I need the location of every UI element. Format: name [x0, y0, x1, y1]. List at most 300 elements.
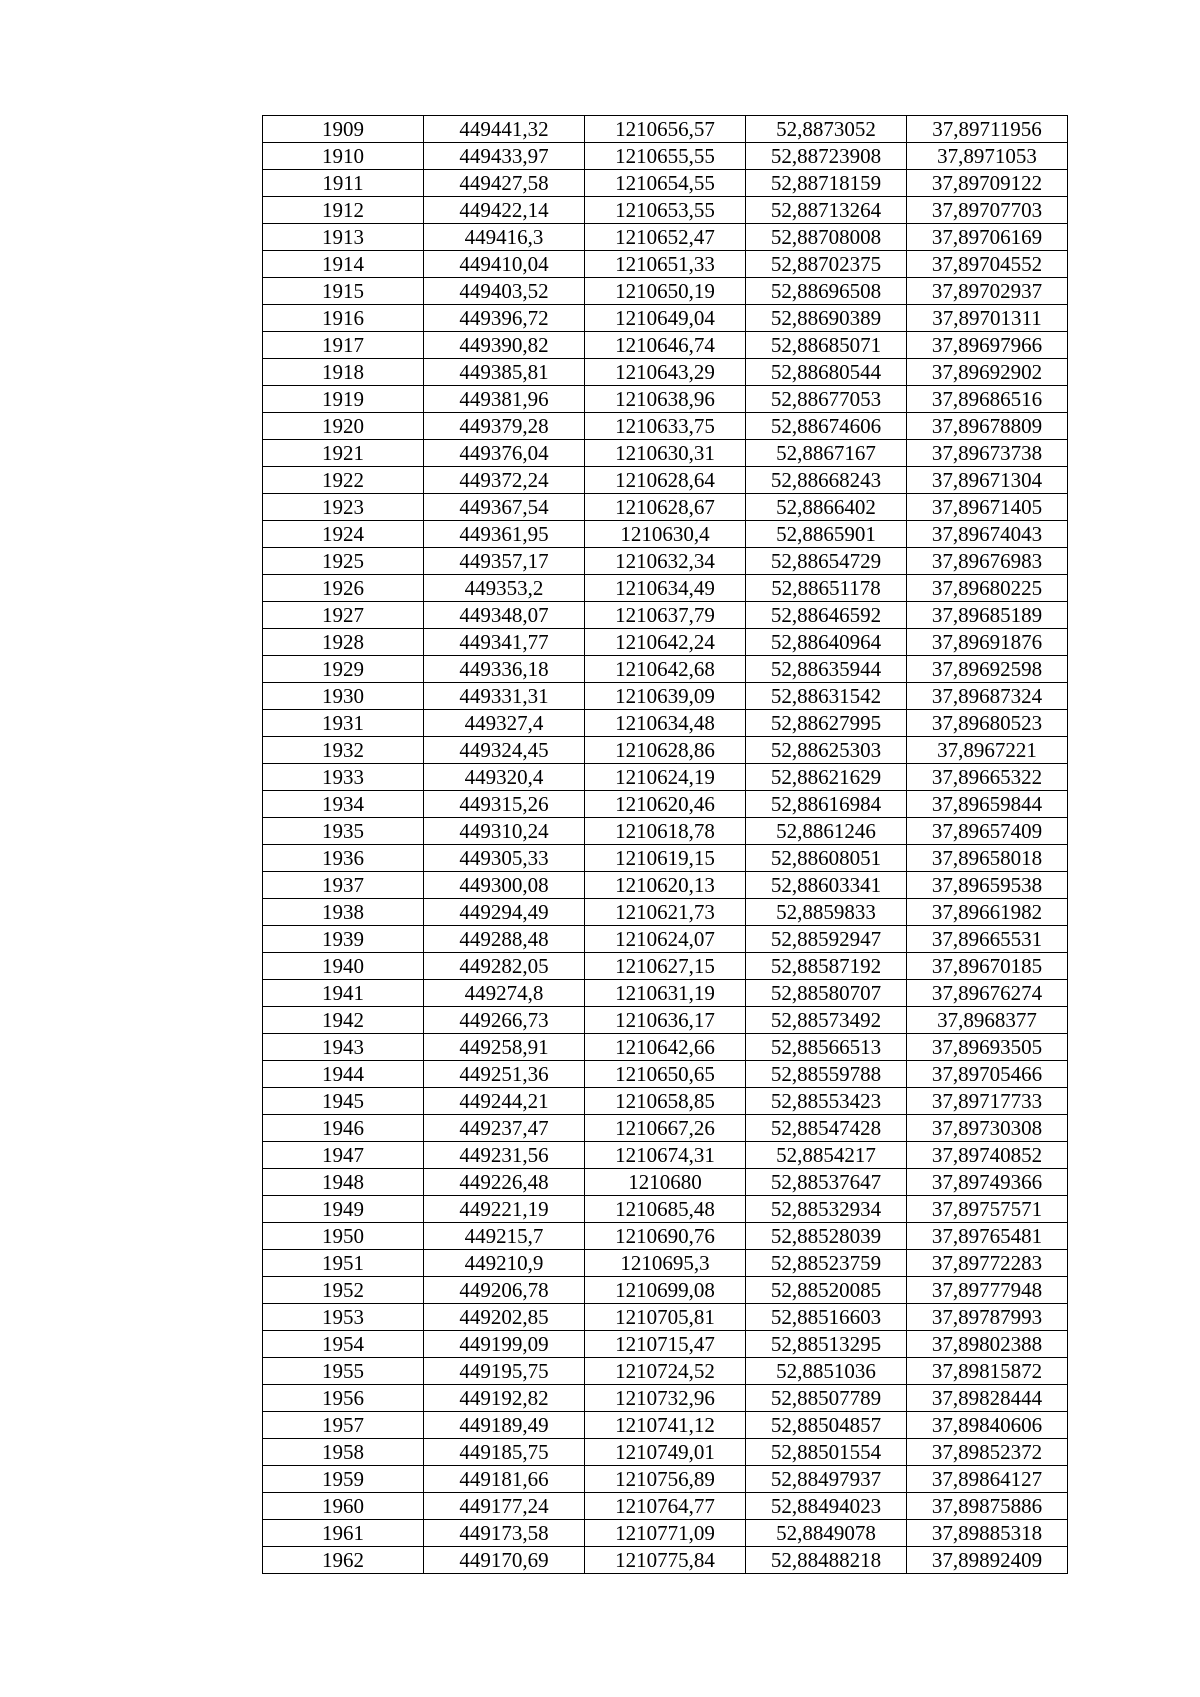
longitude-cell: 37,89665322 [907, 764, 1068, 791]
longitude-cell: 37,8967221 [907, 737, 1068, 764]
y-coordinate-cell: 1210636,17 [585, 1007, 746, 1034]
point-number-cell: 1934 [263, 791, 424, 818]
x-coordinate-cell: 449202,85 [424, 1304, 585, 1331]
latitude-cell: 52,88537647 [746, 1169, 907, 1196]
y-coordinate-cell: 1210690,76 [585, 1223, 746, 1250]
y-coordinate-cell: 1210634,48 [585, 710, 746, 737]
latitude-cell: 52,88507789 [746, 1385, 907, 1412]
y-coordinate-cell: 1210756,89 [585, 1466, 746, 1493]
longitude-cell: 37,89687324 [907, 683, 1068, 710]
x-coordinate-cell: 449403,52 [424, 278, 585, 305]
point-number-cell: 1918 [263, 359, 424, 386]
longitude-cell: 37,89661982 [907, 899, 1068, 926]
point-number-cell: 1944 [263, 1061, 424, 1088]
latitude-cell: 52,88504857 [746, 1412, 907, 1439]
x-coordinate-cell: 449274,8 [424, 980, 585, 1007]
longitude-cell: 37,89701311 [907, 305, 1068, 332]
latitude-cell: 52,88520085 [746, 1277, 907, 1304]
y-coordinate-cell: 1210646,74 [585, 332, 746, 359]
x-coordinate-cell: 449348,07 [424, 602, 585, 629]
longitude-cell: 37,89706169 [907, 224, 1068, 251]
longitude-cell: 37,89674043 [907, 521, 1068, 548]
longitude-cell: 37,89757571 [907, 1196, 1068, 1223]
point-number-cell: 1937 [263, 872, 424, 899]
x-coordinate-cell: 449221,19 [424, 1196, 585, 1223]
x-coordinate-cell: 449215,7 [424, 1223, 585, 1250]
y-coordinate-cell: 1210749,01 [585, 1439, 746, 1466]
y-coordinate-cell: 1210642,24 [585, 629, 746, 656]
table-row [263, 521, 1068, 548]
point-number-cell: 1928 [263, 629, 424, 656]
table-row [263, 1196, 1068, 1223]
latitude-cell: 52,88677053 [746, 386, 907, 413]
latitude-cell: 52,88501554 [746, 1439, 907, 1466]
table-row [263, 1385, 1068, 1412]
point-number-cell: 1962 [263, 1547, 424, 1574]
point-number-cell: 1910 [263, 143, 424, 170]
longitude-cell: 37,8968377 [907, 1007, 1068, 1034]
latitude-cell: 52,8849078 [746, 1520, 907, 1547]
longitude-cell: 37,89885318 [907, 1520, 1068, 1547]
point-number-cell: 1915 [263, 278, 424, 305]
x-coordinate-cell: 449226,48 [424, 1169, 585, 1196]
point-number-cell: 1922 [263, 467, 424, 494]
latitude-cell: 52,88625303 [746, 737, 907, 764]
y-coordinate-cell: 1210634,49 [585, 575, 746, 602]
longitude-cell: 37,89692902 [907, 359, 1068, 386]
y-coordinate-cell: 1210654,55 [585, 170, 746, 197]
table-row [263, 1304, 1068, 1331]
coordinate-table-body [263, 116, 1068, 1574]
x-coordinate-cell: 449244,21 [424, 1088, 585, 1115]
latitude-cell: 52,88566513 [746, 1034, 907, 1061]
x-coordinate-cell: 449251,36 [424, 1061, 585, 1088]
latitude-cell: 52,88616984 [746, 791, 907, 818]
point-number-cell: 1917 [263, 332, 424, 359]
latitude-cell: 52,88627995 [746, 710, 907, 737]
x-coordinate-cell: 449327,4 [424, 710, 585, 737]
longitude-cell: 37,89680225 [907, 575, 1068, 602]
point-number-cell: 1929 [263, 656, 424, 683]
point-number-cell: 1957 [263, 1412, 424, 1439]
y-coordinate-cell: 1210695,3 [585, 1250, 746, 1277]
y-coordinate-cell: 1210655,55 [585, 143, 746, 170]
point-number-cell: 1935 [263, 818, 424, 845]
x-coordinate-cell: 449416,3 [424, 224, 585, 251]
y-coordinate-cell: 1210639,09 [585, 683, 746, 710]
latitude-cell: 52,88702375 [746, 251, 907, 278]
y-coordinate-cell: 1210724,52 [585, 1358, 746, 1385]
x-coordinate-cell: 449288,48 [424, 926, 585, 953]
table-row [263, 1223, 1068, 1250]
table-row [263, 413, 1068, 440]
longitude-cell: 37,89772283 [907, 1250, 1068, 1277]
y-coordinate-cell: 1210642,66 [585, 1034, 746, 1061]
x-coordinate-cell: 449305,33 [424, 845, 585, 872]
table-row [263, 683, 1068, 710]
table-row [263, 467, 1068, 494]
table-row [263, 1466, 1068, 1493]
latitude-cell: 52,8866402 [746, 494, 907, 521]
x-coordinate-cell: 449433,97 [424, 143, 585, 170]
table-row [263, 1547, 1068, 1574]
table-row [263, 791, 1068, 818]
y-coordinate-cell: 1210771,09 [585, 1520, 746, 1547]
y-coordinate-cell: 1210653,55 [585, 197, 746, 224]
longitude-cell: 37,89717733 [907, 1088, 1068, 1115]
longitude-cell: 37,89659844 [907, 791, 1068, 818]
point-number-cell: 1941 [263, 980, 424, 1007]
longitude-cell: 37,89840606 [907, 1412, 1068, 1439]
x-coordinate-cell: 449195,75 [424, 1358, 585, 1385]
latitude-cell: 52,88553423 [746, 1088, 907, 1115]
point-number-cell: 1943 [263, 1034, 424, 1061]
x-coordinate-cell: 449427,58 [424, 170, 585, 197]
point-number-cell: 1920 [263, 413, 424, 440]
coordinate-table [262, 115, 1068, 1574]
longitude-cell: 37,89676983 [907, 548, 1068, 575]
y-coordinate-cell: 1210705,81 [585, 1304, 746, 1331]
longitude-cell: 37,89670185 [907, 953, 1068, 980]
table-row [263, 1061, 1068, 1088]
point-number-cell: 1911 [263, 170, 424, 197]
table-row [263, 1439, 1068, 1466]
table-row [263, 1088, 1068, 1115]
table-row [263, 116, 1068, 143]
x-coordinate-cell: 449258,91 [424, 1034, 585, 1061]
table-row [263, 251, 1068, 278]
point-number-cell: 1948 [263, 1169, 424, 1196]
table-row [263, 656, 1068, 683]
table-row [263, 143, 1068, 170]
y-coordinate-cell: 1210633,75 [585, 413, 746, 440]
longitude-cell: 37,89828444 [907, 1385, 1068, 1412]
x-coordinate-cell: 449300,08 [424, 872, 585, 899]
latitude-cell: 52,88580707 [746, 980, 907, 1007]
longitude-cell: 37,89657409 [907, 818, 1068, 845]
table-row [263, 1493, 1068, 1520]
longitude-cell: 37,89673738 [907, 440, 1068, 467]
point-number-cell: 1942 [263, 1007, 424, 1034]
y-coordinate-cell: 1210642,68 [585, 656, 746, 683]
y-coordinate-cell: 1210650,19 [585, 278, 746, 305]
latitude-cell: 52,88651178 [746, 575, 907, 602]
latitude-cell: 52,88516603 [746, 1304, 907, 1331]
x-coordinate-cell: 449441,32 [424, 116, 585, 143]
latitude-cell: 52,8854217 [746, 1142, 907, 1169]
table-row [263, 575, 1068, 602]
x-coordinate-cell: 449379,28 [424, 413, 585, 440]
longitude-cell: 37,89697966 [907, 332, 1068, 359]
table-row [263, 224, 1068, 251]
x-coordinate-cell: 449185,75 [424, 1439, 585, 1466]
table-row [263, 710, 1068, 737]
latitude-cell: 52,88696508 [746, 278, 907, 305]
x-coordinate-cell: 449367,54 [424, 494, 585, 521]
point-number-cell: 1921 [263, 440, 424, 467]
longitude-cell: 37,89680523 [907, 710, 1068, 737]
latitude-cell: 52,88559788 [746, 1061, 907, 1088]
longitude-cell: 37,8971053 [907, 143, 1068, 170]
latitude-cell: 52,88685071 [746, 332, 907, 359]
longitude-cell: 37,89777948 [907, 1277, 1068, 1304]
y-coordinate-cell: 1210658,85 [585, 1088, 746, 1115]
y-coordinate-cell: 1210627,15 [585, 953, 746, 980]
latitude-cell: 52,88708008 [746, 224, 907, 251]
longitude-cell: 37,89892409 [907, 1547, 1068, 1574]
longitude-cell: 37,89692598 [907, 656, 1068, 683]
latitude-cell: 52,88635944 [746, 656, 907, 683]
table-row [263, 899, 1068, 926]
table-row [263, 197, 1068, 224]
x-coordinate-cell: 449353,2 [424, 575, 585, 602]
x-coordinate-cell: 449282,05 [424, 953, 585, 980]
point-number-cell: 1932 [263, 737, 424, 764]
x-coordinate-cell: 449341,77 [424, 629, 585, 656]
latitude-cell: 52,8867167 [746, 440, 907, 467]
longitude-cell: 37,89676274 [907, 980, 1068, 1007]
y-coordinate-cell: 1210631,19 [585, 980, 746, 1007]
longitude-cell: 37,89702937 [907, 278, 1068, 305]
table-row [263, 926, 1068, 953]
latitude-cell: 52,8861246 [746, 818, 907, 845]
point-number-cell: 1923 [263, 494, 424, 521]
latitude-cell: 52,88532934 [746, 1196, 907, 1223]
x-coordinate-cell: 449310,24 [424, 818, 585, 845]
table-row [263, 1520, 1068, 1547]
x-coordinate-cell: 449324,45 [424, 737, 585, 764]
table-row [263, 845, 1068, 872]
x-coordinate-cell: 449177,24 [424, 1493, 585, 1520]
longitude-cell: 37,89705466 [907, 1061, 1068, 1088]
longitude-cell: 37,89671405 [907, 494, 1068, 521]
y-coordinate-cell: 1210628,67 [585, 494, 746, 521]
table-row [263, 1358, 1068, 1385]
latitude-cell: 52,8851036 [746, 1358, 907, 1385]
table-row [263, 629, 1068, 656]
x-coordinate-cell: 449266,73 [424, 1007, 585, 1034]
y-coordinate-cell: 1210632,34 [585, 548, 746, 575]
latitude-cell: 52,88587192 [746, 953, 907, 980]
y-coordinate-cell: 1210656,57 [585, 116, 746, 143]
table-row [263, 1142, 1068, 1169]
table-row [263, 737, 1068, 764]
point-number-cell: 1954 [263, 1331, 424, 1358]
x-coordinate-cell: 449199,09 [424, 1331, 585, 1358]
y-coordinate-cell: 1210630,31 [585, 440, 746, 467]
x-coordinate-cell: 449294,49 [424, 899, 585, 926]
longitude-cell: 37,89686516 [907, 386, 1068, 413]
point-number-cell: 1946 [263, 1115, 424, 1142]
y-coordinate-cell: 1210764,77 [585, 1493, 746, 1520]
longitude-cell: 37,89707703 [907, 197, 1068, 224]
y-coordinate-cell: 1210649,04 [585, 305, 746, 332]
longitude-cell: 37,89711956 [907, 116, 1068, 143]
point-number-cell: 1950 [263, 1223, 424, 1250]
latitude-cell: 52,88523759 [746, 1250, 907, 1277]
longitude-cell: 37,89815872 [907, 1358, 1068, 1385]
table-row [263, 278, 1068, 305]
point-number-cell: 1925 [263, 548, 424, 575]
table-row [263, 1250, 1068, 1277]
y-coordinate-cell: 1210685,48 [585, 1196, 746, 1223]
longitude-cell: 37,89749366 [907, 1169, 1068, 1196]
table-row [263, 305, 1068, 332]
longitude-cell: 37,89678809 [907, 413, 1068, 440]
y-coordinate-cell: 1210652,47 [585, 224, 746, 251]
table-row [263, 1007, 1068, 1034]
longitude-cell: 37,89685189 [907, 602, 1068, 629]
longitude-cell: 37,89802388 [907, 1331, 1068, 1358]
latitude-cell: 52,88718159 [746, 170, 907, 197]
point-number-cell: 1947 [263, 1142, 424, 1169]
x-coordinate-cell: 449381,96 [424, 386, 585, 413]
y-coordinate-cell: 1210680 [585, 1169, 746, 1196]
point-number-cell: 1909 [263, 116, 424, 143]
y-coordinate-cell: 1210674,31 [585, 1142, 746, 1169]
latitude-cell: 52,88640964 [746, 629, 907, 656]
point-number-cell: 1939 [263, 926, 424, 953]
y-coordinate-cell: 1210637,79 [585, 602, 746, 629]
longitude-cell: 37,89704552 [907, 251, 1068, 278]
table-row [263, 1115, 1068, 1142]
latitude-cell: 52,88573492 [746, 1007, 907, 1034]
longitude-cell: 37,89864127 [907, 1466, 1068, 1493]
y-coordinate-cell: 1210667,26 [585, 1115, 746, 1142]
y-coordinate-cell: 1210715,47 [585, 1331, 746, 1358]
table-row [263, 1169, 1068, 1196]
point-number-cell: 1940 [263, 953, 424, 980]
point-number-cell: 1960 [263, 1493, 424, 1520]
longitude-cell: 37,89709122 [907, 170, 1068, 197]
y-coordinate-cell: 1210628,64 [585, 467, 746, 494]
point-number-cell: 1953 [263, 1304, 424, 1331]
x-coordinate-cell: 449181,66 [424, 1466, 585, 1493]
point-number-cell: 1945 [263, 1088, 424, 1115]
latitude-cell: 52,8865901 [746, 521, 907, 548]
y-coordinate-cell: 1210621,73 [585, 899, 746, 926]
point-number-cell: 1961 [263, 1520, 424, 1547]
x-coordinate-cell: 449231,56 [424, 1142, 585, 1169]
point-number-cell: 1926 [263, 575, 424, 602]
point-number-cell: 1952 [263, 1277, 424, 1304]
table-row [263, 953, 1068, 980]
table-row [263, 1412, 1068, 1439]
point-number-cell: 1956 [263, 1385, 424, 1412]
x-coordinate-cell: 449396,72 [424, 305, 585, 332]
x-coordinate-cell: 449173,58 [424, 1520, 585, 1547]
y-coordinate-cell: 1210650,65 [585, 1061, 746, 1088]
longitude-cell: 37,89740852 [907, 1142, 1068, 1169]
point-number-cell: 1913 [263, 224, 424, 251]
point-number-cell: 1927 [263, 602, 424, 629]
latitude-cell: 52,88608051 [746, 845, 907, 872]
x-coordinate-cell: 449320,4 [424, 764, 585, 791]
y-coordinate-cell: 1210741,12 [585, 1412, 746, 1439]
point-number-cell: 1930 [263, 683, 424, 710]
latitude-cell: 52,88497937 [746, 1466, 907, 1493]
x-coordinate-cell: 449376,04 [424, 440, 585, 467]
longitude-cell: 37,89730308 [907, 1115, 1068, 1142]
longitude-cell: 37,89671304 [907, 467, 1068, 494]
latitude-cell: 52,88713264 [746, 197, 907, 224]
y-coordinate-cell: 1210620,13 [585, 872, 746, 899]
x-coordinate-cell: 449361,95 [424, 521, 585, 548]
latitude-cell: 52,88494023 [746, 1493, 907, 1520]
x-coordinate-cell: 449192,82 [424, 1385, 585, 1412]
x-coordinate-cell: 449315,26 [424, 791, 585, 818]
latitude-cell: 52,88723908 [746, 143, 907, 170]
table-row [263, 1331, 1068, 1358]
table-row [263, 980, 1068, 1007]
x-coordinate-cell: 449170,69 [424, 1547, 585, 1574]
table-row [263, 170, 1068, 197]
latitude-cell: 52,88674606 [746, 413, 907, 440]
longitude-cell: 37,89691876 [907, 629, 1068, 656]
y-coordinate-cell: 1210624,19 [585, 764, 746, 791]
y-coordinate-cell: 1210732,96 [585, 1385, 746, 1412]
latitude-cell: 52,88631542 [746, 683, 907, 710]
table-row [263, 386, 1068, 413]
y-coordinate-cell: 1210775,84 [585, 1547, 746, 1574]
y-coordinate-cell: 1210628,86 [585, 737, 746, 764]
x-coordinate-cell: 449390,82 [424, 332, 585, 359]
latitude-cell: 52,88513295 [746, 1331, 907, 1358]
point-number-cell: 1938 [263, 899, 424, 926]
x-coordinate-cell: 449422,14 [424, 197, 585, 224]
y-coordinate-cell: 1210619,15 [585, 845, 746, 872]
latitude-cell: 52,88528039 [746, 1223, 907, 1250]
x-coordinate-cell: 449206,78 [424, 1277, 585, 1304]
x-coordinate-cell: 449189,49 [424, 1412, 585, 1439]
table-row [263, 440, 1068, 467]
x-coordinate-cell: 449357,17 [424, 548, 585, 575]
y-coordinate-cell: 1210638,96 [585, 386, 746, 413]
table-row [263, 494, 1068, 521]
y-coordinate-cell: 1210620,46 [585, 791, 746, 818]
point-number-cell: 1912 [263, 197, 424, 224]
y-coordinate-cell: 1210630,4 [585, 521, 746, 548]
x-coordinate-cell: 449372,24 [424, 467, 585, 494]
table-row [263, 359, 1068, 386]
y-coordinate-cell: 1210651,33 [585, 251, 746, 278]
x-coordinate-cell: 449331,31 [424, 683, 585, 710]
latitude-cell: 52,88603341 [746, 872, 907, 899]
table-row [263, 1277, 1068, 1304]
longitude-cell: 37,89787993 [907, 1304, 1068, 1331]
latitude-cell: 52,88488218 [746, 1547, 907, 1574]
y-coordinate-cell: 1210618,78 [585, 818, 746, 845]
y-coordinate-cell: 1210643,29 [585, 359, 746, 386]
longitude-cell: 37,89658018 [907, 845, 1068, 872]
x-coordinate-cell: 449336,18 [424, 656, 585, 683]
point-number-cell: 1951 [263, 1250, 424, 1277]
point-number-cell: 1914 [263, 251, 424, 278]
point-number-cell: 1958 [263, 1439, 424, 1466]
point-number-cell: 1949 [263, 1196, 424, 1223]
table-row [263, 332, 1068, 359]
table-row [263, 818, 1068, 845]
latitude-cell: 52,88654729 [746, 548, 907, 575]
longitude-cell: 37,89852372 [907, 1439, 1068, 1466]
point-number-cell: 1919 [263, 386, 424, 413]
x-coordinate-cell: 449210,9 [424, 1250, 585, 1277]
latitude-cell: 52,88646592 [746, 602, 907, 629]
table-row [263, 872, 1068, 899]
point-number-cell: 1916 [263, 305, 424, 332]
table-row [263, 1034, 1068, 1061]
point-number-cell: 1933 [263, 764, 424, 791]
